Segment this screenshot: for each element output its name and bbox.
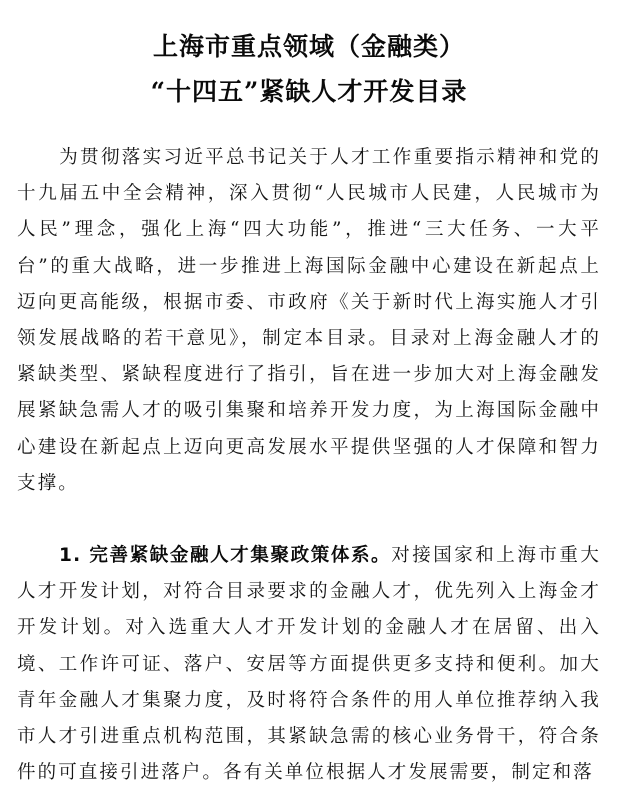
- section-1-paragraph: [17, 538, 601, 791]
- intro-paragraph-text: 为贯彻落实习近平总书记关于人才工作重要指示精神和党的十九届五中全会精神，深入贯彻“人民城市人民建，人民城市为人民”理念，强化上海“四大功能”，推进“三大任务、一大平台”的重大战略，进一步推进上海国际金融中心建设在新起点上迈向更高能级，根据市委、市政府《关于新时代上海实施人才引领发展战略的若干意见》，制定本目录。目录对上海金融人才的紧缺类型、紧缺程度进行了指引，旨在进一步加大对上海金融发展紧缺急需人才的吸引集聚和培养开发力度，为上海国际金融中心建设在新起点上迈向更高发展水平提供坚强的人才保障和智力支撑。: [17, 147, 601, 494]
- document-body: [17, 140, 601, 791]
- intro-paragraph: [17, 140, 601, 538]
- document-title: [0, 24, 618, 114]
- title-line-1: 上海市重点领域（金融类）: [152, 32, 465, 61]
- section-1-text: 对接国家和上海市重大人才开发计划，对符合目录要求的金融人才，优先列入上海金才开发计划。对入选重大人才开发计划的金融人才在居留、出入境、工作许可证、落户、安居等方面提供更多支持和便利。加大青年金融人才集聚力度，及时将符合条件的用人单位推荐纳入我市人才引进重点机构范围，其紧缺急需的核心业务骨干，符合条件的可直接引进落户。各有关单位根据人才发展需要，制定和落: [17, 545, 601, 784]
- title-line-2: “十四五”紧缺人才开发目录: [150, 77, 468, 106]
- section-1-heading: 1. 完善紧缺金融人才集聚政策体系。: [59, 545, 392, 566]
